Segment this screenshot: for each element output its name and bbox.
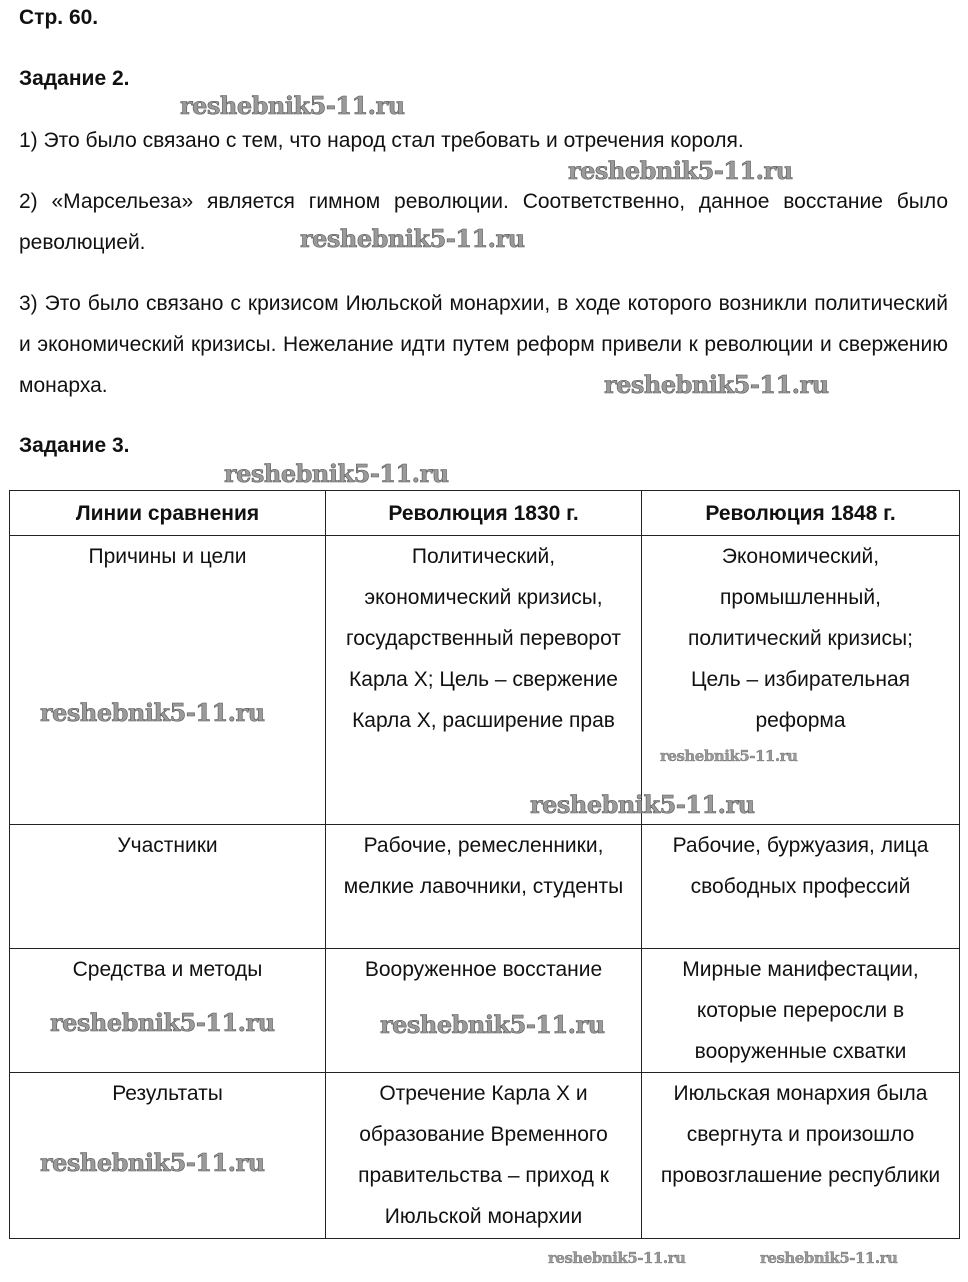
watermark: reshebnik5-11.ru (660, 747, 798, 765)
watermark: reshebnik5-11.ru (568, 156, 793, 185)
header-cell: Революция 1848 г. (642, 491, 960, 536)
table-cell: Причины и цели (10, 536, 326, 825)
table-cell: Результаты (10, 1073, 326, 1239)
table-cell: Вооруженное восстание (326, 949, 642, 1073)
watermark: reshebnik5-11.ru (300, 224, 525, 253)
task2-answer-3: 3) Это было связано с кризисом Июльской монархии, в ходе которого возникли политический и экономический кризисы. Нежелание идти путем реформ привели к революции и свержению монарха. (19, 292, 948, 397)
table-cell: Средства и методы (10, 949, 326, 1073)
header-cell: Революция 1830 г. (326, 491, 642, 536)
table-row (10, 1073, 960, 1239)
table-cell: Рабочие, буржуазия, лица свободных профессий (642, 825, 960, 949)
watermark: reshebnik5-11.ru (380, 1010, 605, 1039)
watermark: reshebnik5-11.ru (224, 459, 449, 488)
watermark: reshebnik5-11.ru (548, 1249, 686, 1267)
header-cell: Линии сравнения (10, 491, 326, 536)
watermark: reshebnik5-11.ru (40, 698, 265, 727)
watermark: reshebnik5-11.ru (530, 790, 755, 819)
table-row (10, 825, 960, 949)
table-cell: Экономический, промышленный, политический кризисы; Цель – избирательная реформа (642, 536, 960, 825)
watermark: reshebnik5-11.ru (40, 1148, 265, 1177)
task2-answer-1: 1) Это было связано с тем, что народ стал требовать и отречения короля. (19, 129, 744, 152)
watermark: reshebnik5-11.ru (50, 1008, 275, 1037)
table-cell: Рабочие, ремесленники, мелкие лавочники, студенты (326, 825, 642, 949)
table-cell: Участники (10, 825, 326, 949)
watermark: reshebnik5-11.ru (604, 370, 829, 399)
watermark: reshebnik5-11.ru (760, 1249, 898, 1267)
table-row (10, 949, 960, 1073)
table-header-row (10, 491, 960, 536)
table-cell: Июльская монархия была свергнута и произошло провозглашение республики (642, 1073, 960, 1239)
task3-title: Задание 3. (19, 434, 130, 457)
table-cell: Мирные манифестации, которые переросли в вооруженные схватки (642, 949, 960, 1073)
table-cell: Политический, экономический кризисы, государственный переворот Карла X; Цель – свержение Карла X, расширение прав (326, 536, 642, 825)
task2-title: Задание 2. (19, 67, 130, 90)
page-label: Стр. 60. (19, 6, 99, 29)
watermark: reshebnik5-11.ru (180, 91, 405, 120)
table-cell: Отречение Карла X и образование Временного правительства – приход к Июльской монархии (326, 1073, 642, 1239)
table-row (10, 536, 960, 825)
comparison-table (9, 490, 960, 1239)
task2-answer-2: 2) «Марсельеза» является гимном революции. Соответственно, данное восстание было революцией. (19, 190, 948, 254)
